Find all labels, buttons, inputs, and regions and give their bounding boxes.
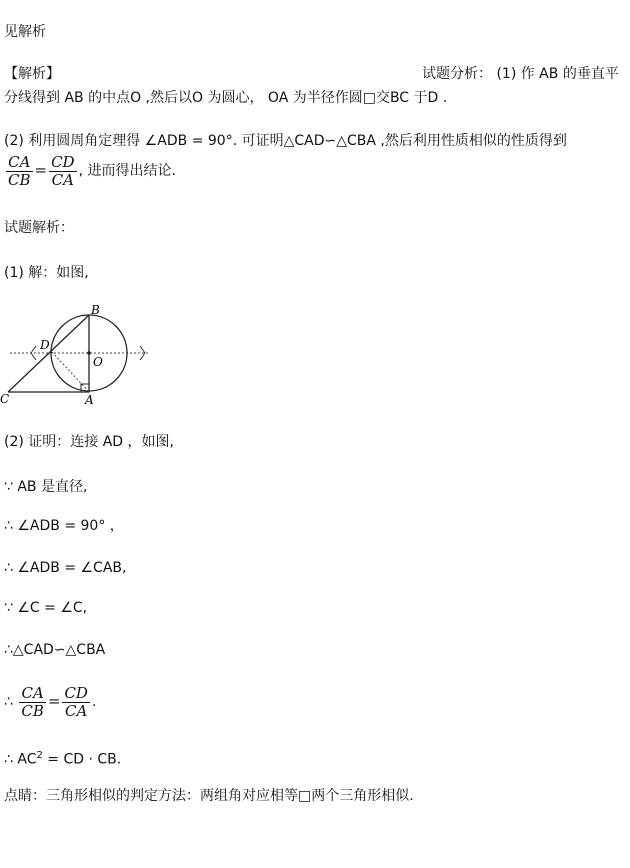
proof-step-4: ∵ ∠C = ∠C, — [4, 600, 88, 616]
proof-step-1: ∵ AB 是直径, — [4, 479, 88, 495]
fraction-numerator: CA — [6, 154, 33, 172]
label-c: C — [0, 392, 10, 406]
segment-cb — [8, 315, 89, 392]
answer-line: 见解析 — [4, 24, 46, 40]
analysis-heading: 【解析】 — [4, 66, 60, 82]
fraction-denominator: CA — [51, 170, 74, 189]
analysis-p2-tail: , 进而得出结论. — [78, 163, 176, 179]
label-d: D — [40, 338, 50, 352]
label-a: A — [85, 393, 94, 407]
fraction-denominator: CB — [8, 170, 31, 189]
fraction-numerator: CD — [51, 152, 75, 171]
proof-step-7-tail: = CD · CB. — [42, 751, 122, 768]
solution-part1: (1) 解：如图, — [4, 265, 89, 281]
proof-step-5: ∴△CAD∽△CBA — [4, 642, 106, 658]
tip-line: 点睛：三角形相似的判定方法：两组角对应相等□两个三角形相似. — [4, 788, 414, 804]
solution-part2: (2) 证明：连接 AD ，如图, — [4, 434, 174, 450]
analysis-label-text: 试题分析： — [422, 66, 492, 82]
fraction-denominator: CB — [21, 701, 44, 720]
analysis-p1-line1: (1) 作 AB 的垂直平 — [496, 66, 619, 82]
fraction-cd-ca — [62, 685, 90, 720]
analysis-p2-line2 — [4, 152, 176, 189]
proof-step-6 — [4, 683, 96, 720]
proof-step-3: ∴ ∠ADB = ∠CAB, — [4, 560, 127, 576]
analysis-p2-line1: (2) 利用圆周角定理得 ∠ADB = 90°. 可证明△CAD∽△CBA ,然后利用性质相似的性质得到 — [4, 133, 567, 149]
fraction-cd-ca — [49, 154, 77, 189]
fraction-ca-cb — [19, 685, 46, 720]
fraction-denominator: CA — [65, 701, 88, 720]
exponent: 2 — [36, 750, 43, 761]
equals-sign: = — [34, 161, 48, 179]
solution-label: 试题解析： — [4, 220, 74, 236]
geometry-figure — [0, 300, 160, 410]
equals-sign: = — [47, 692, 61, 710]
proof-step-7-prefix: ∴ AC — [4, 751, 37, 768]
therefore-symbol: ∴ — [4, 694, 13, 710]
fraction-numerator: CA — [19, 685, 46, 703]
label-o: O — [93, 355, 103, 369]
fraction-numerator: CD — [64, 683, 88, 702]
proof-step-2: ∴ ∠ADB = 90° ， — [4, 518, 124, 534]
fraction-ca-cb — [6, 154, 33, 189]
point-o — [87, 351, 91, 355]
analysis-label — [422, 64, 619, 84]
proof-step-7 — [4, 746, 121, 770]
analysis-p1-line2: 分线得到 AB 的中点O ,然后以O 为圆心， OA 为半径作圆□交BC 于D . — [4, 90, 448, 106]
label-b: B — [91, 303, 100, 317]
proof-step-6-tail: . — [91, 694, 97, 710]
